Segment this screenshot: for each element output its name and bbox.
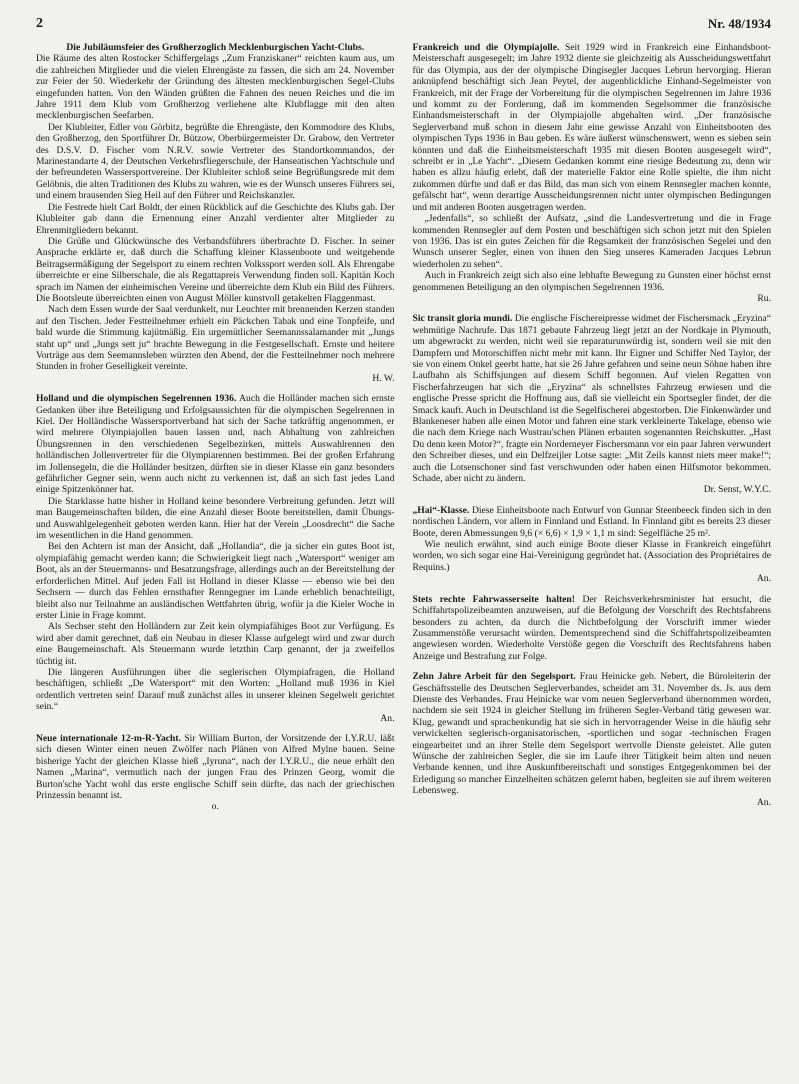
- article-paragraph: Die Räume des alten Rostocker Schiffergelags „Zum Franziskaner“ reichten kaum aus, um die zahlreichen Mitglieder und die vielen Ehrengäste zu fassen, die sich am 24. November zur Feier der 50. Wiederkehr der Gründung des ältesten mecklenburgischen Segel-Clubs eingefunden hatten. Von den Wänden grüßten die Fahnen des neuen Reiches und die im Jahre 1911 dem Klub vom Großherzog verliehene alte Klubflagge mit den alten mecklenburgischen Seefarben.: [36, 53, 395, 122]
- right-column: [413, 42, 772, 822]
- article-paragraph: Die Starklasse hatte bisher in Holland keine besondere Verbreitung gefunden. Jetzt will man Baugemeinschaften bilden, die eine Anzahl dieser Boote bereitstellen, damit Übungs- und Auswahlgelegenheit geboten werden kann. Hier hat der Verein „Loosdrecht“ die Sache im wesentlichen in die Hand genommen.: [36, 495, 395, 542]
- article-signature: Dr. Senst, W.Y.C.: [703, 484, 771, 496]
- article-zehn-jahre: [413, 671, 772, 808]
- article-paragraph: Auch in Frankreich zeigt sich also eine lebhafte Bewegung zu Gunsten einer höchst ernst genommenen Beteiligung an den olympischen Segelrennen 1936.: [412, 270, 771, 293]
- article-sic-transit: [413, 313, 772, 496]
- article-hai-klasse: [413, 505, 772, 585]
- page-number: 2: [36, 16, 43, 31]
- article-title: „Hai“-Klasse.: [412, 504, 470, 516]
- issue-number: Nr. 48/1934: [707, 16, 771, 31]
- article-paragraph: Sir William Burton, der Vorsitzende der I.Y.R.U. läßt sich diesen Winter einen neuen Zwölfer nach Plänen von Alfred Mylne bauen. Seine bisherige Yacht der gleichen Klasse hieß „Iyruna“, nach der I.Y.R.U., die neue erhält den Namen „Marina“, vermutlich nach der jungen Frau des Prinzen Georg, womit die Burton'sche Yacht wohl das erste englische Schiff sein dürfte, das nach der griechischen Prinzessin benannt ist.: [36, 732, 395, 801]
- article-paragraph: Bei den Achtern ist man der Ansicht, daß „Hollandia“, die ja sicher ein gutes Boot ist, olympiafähig gemacht werden kann; die Schwierigkeit liegt nach „Watersport“ weniger am Boot, als an der Steuermanns- und Besatzungsfrage, allerdings auch an der Bereitstellung der erforderlichen Mittel. Auf jeden Fall ist Holland in dieser Klasse — ebenso wie bei den Sechsern — durch das Fehlen ernsthafter Renngegner im Lande erheblich benachteiligt, bleibt also nur Teilnahme an ausländischen Wettfahrten übrig, wofür ja die Kieler Woche in erster Linie in Frage kommt.: [36, 541, 395, 621]
- article-paragraph: Frau Heinicke geb. Nebert, die Büroleiterin der Geschäftsstelle des Deutschen Seglerverbandes, scheidet am 31. November ds. Js. aus dem Dienste des Verbandes. Frau Heinicke war vom neuen Seglerverband übernommen worden, nachdem sie seit 1924 in gleicher Stellung im früheren Segler-Verband tätig gewesen war. Klug, gewandt und sprachenkundig hat sie sich in hervorragender Weise in die häufig sehr verwickelten seglerisch-organisatorischen, -sportlichen und sogar -technischen Fragen eingearbeitet und an ihrer Stelle dem Segelsport wertvolle Dienste geleistet. Alle guten Wünsche der zahlreichen Segler, die sie im Laufe ihrer Tätigkeit beim alten und neuen Verbande kennen, und ihre Auskunftbereitschaft und sonstiges Entgegenkommen bei der Erledigung so mancher Einzelheiten schätzen gelernt haben, begleiten sie auf ihrem weiteren Lebensweg.: [412, 671, 771, 797]
- page-header: [36, 10, 771, 32]
- article-paragraph: Der Klubleiter, Edler von Görbitz, begrüßte die Ehrengäste, den Kommodore des Klubs, den Großherzog, den Sportführer Dr. Bützow, Oberbürgermeister Dr. Grabow, den Vertreter des D.S.V. D. Fischer vom N.R.V. sowie Vertreter des Standortkommandos, der Marinestandarte 4, der Deutschen Verkehrsfliegerschule, der Hanseatischen Yachtschule und der befreundeten Wassersportvereine. Der Klubleiter schloß seine Begrüßungsrede mit dem Gelöbnis, die alten Traditionen des Klubs zu wahren, wie es der Wunsch unseres Führers sei, und einem brausenden Sieg Heil auf den Führer und Reichskanzler.: [36, 121, 395, 202]
- article-signature: H. W.: [372, 372, 395, 384]
- article-paragraph: Die Grüße und Glückwünsche des Verbandsführers überbrachte D. Fischer. In seiner Ansprache erklärte er, daß durch die Schaffung kleiner Klassenboote und weitgehende Beitragsermäßigung der Segelsport zu einem rechten Volkssport werden soll. Als Ehrengabe überreichte er eine Silberschale, die als Regattapreis Verwendung finden soll. Kapitän Koch sprach im Namen der einheimischen Vereine und überreichte dem Klub ein Bild des Führers. Die Bootsleute überreichten einen von August Möller kunstvoll getakelten Flaggenmast.: [36, 235, 395, 304]
- article-paragraph: Nach dem Essen wurde der Saal verdunkelt, nur Leuchter mit brennenden Kerzen standen auf den Tischen. Jeder Festteilnehmer erhielt ein Päckchen Tabak und eine Tonpfeife, und bald wurde die Stimmung kajütmäßig. Ein urgemütlicher Seemannssalamander mit „Jungs staht up“ und „Jungs sett ju“ brachte Bewegung in die Festgesellschaft. Ernste und heitere Vorträge aus dem Seemannsleben würzten den Abend, der die Festteilnehmer noch mehrere Stunden in froher Geselligkeit vereinte.: [36, 304, 395, 373]
- article-paragraph: Wie neulich erwähnt, sind auch einige Boote dieser Klasse in Frankreich eingeführt worden, wo sich sogar eine Hai-Vereinigung gegründet hat. (Association des Propriétaires de Requins.): [412, 539, 771, 573]
- article-title: Sic transit gloria mundi.: [412, 313, 513, 325]
- article-paragraph: Die englische Fischereipresse widmet der Fischersmack „Eryzina“ wehmütige Nachrufe. Das 1871 gebaute Fahrzeug liegt jetzt an der Nordkaje in Plymouth, um abgewrackt zu werden, nicht weil sie reparaturunwürdig ist, sondern weil sie mit den Dampfern und Motorschiffen nicht mehr mit kann. Ihr Eigner und Schiffer Ned Taylor, der sie von einem Onkel geerbt hatte, hat sie 26 Jahre gefahren und seine neun Söhne haben ihre Laufbahn als Schiffsjungen auf diesem Schiff begonnen. Auf vielen Regatten von Fischerfahrzeugen hat sich die „Eryzina“ als schnellstes Fahrzeug erwiesen und die englische Presse spricht die Hoffnung aus, daß sie vielleicht ein Sportsegler findet, der die Smack kauft. Auch in Deutschland ist die Segelfischerei abgestorben. Die Finkenwärder und Blankeneser haben alle einen Motor und fahren eine stark verkleinerte Takelage, ebenso wie die nach dem Kriege nach Wustrau'schen Plänen erbauten sogenannten Reichskutter. „Hast Du denn keen Motor?“, fragte ein Norderneyer Fischersmann vor ein paar Jahren verwundert den Schreiber dieses, und ein Delfzeijler Lotse sagte: „Mit Zeils kannst niets meer make!“; auch die Lotsenschoner sind fast verschwunden oder haben einen Hilfsmotor bekommen. Schade, aber nicht zu ändern.: [412, 313, 771, 485]
- article-title: Die Jubiläumsfeier des Großherzoglich Mecklenburgischen Yacht-Clubs.: [66, 42, 365, 53]
- left-column: [36, 42, 395, 822]
- article-signature: Ru.: [757, 292, 771, 304]
- article-holland-olympia: [36, 393, 395, 724]
- article-title: Frankreich und die Olympiajolle.: [412, 42, 560, 53]
- article-signature: An.: [756, 796, 771, 808]
- article-frankreich-olympiajolle: [413, 42, 772, 304]
- article-paragraph: Die längeren Ausführungen über die seglerischen Olympiafragen, die Holland beschäftigen, schließt „De Watersport“ mit den Worten: „Holland muß 1936 in Kiel ordentlich vertreten sein! Darauf muß zunächst alles in unserer kleinen Segelwelt gerichtet sein.“: [36, 666, 395, 713]
- article-paragraph: Diese Einheitsboote nach Entwurf von Gunnar Steenbeeck finden sich in den nordischen Ländern, vor allem in Finnland und Estland. In Finnland gibt es bereits 23 dieser Boote, deren Abmessungen 9,6 (× 6,6) × 1,9 × 1,1 m sind: Segelfläche 25 m².: [412, 504, 771, 539]
- article-title: Stets rechte Fahrwasserseite halten!: [412, 593, 575, 605]
- article-paragraph: Die Festrede hielt Carl Boldt, der einen Rückblick auf die Geschichte des Klubs gab. Der Klubleiter gab dann die Ernennung einer Anzahl verdienter alter Mitglieder zu Ehrenmitgliedern bekannt.: [36, 201, 395, 236]
- article-title: Holland und die olympischen Segelrennen 1936.: [36, 393, 237, 405]
- article-paragraph: Der Reichsverkehrsminister hat ersucht, die Schiffahrtspolizeibeamten anzuweisen, auf die Befolgung der Vorschrift des Rechtsfahrens besonders zu achten, da durch die Nichtbefolgung der Vorschrift immer wieder Zusammenstöße verursacht würden. Dementsprechend sind die Schiffahrtspolizeibeamten angewiesen worden. Wiederholte Verstöße gegen die Vorschrift des Rechtsfahrens haben Anzeige und Bestrafung zur Folge.: [412, 593, 771, 662]
- article-paragraph: Seit 1929 wird in Frankreich eine Einhandsboot-Meisterschaft ausgesegelt; im Jahre 1932 diente sie gleichzeitig als Ausscheidungswettfahrt für das Olympia, aus der der olympische Dingisegler Jacques Lebrun hervorging. Hieran anknüpfend beschäftigt sich Jean Peytel, der augenblickliche Einhand-Segelmeister von Frankreich, mit der Frage der Vorbereitung für die olympischen Segelrennen im Jahre 1936 und kommt zu der Forderung, daß im kommenden Segelsommer die französische Einhandsmeisterschaft in der Olympiajolle abgehalten wird. „Der französische Seglerverband muß schon in diesem Jahr eine gewisse Anzahl von Einheitsbooten des olympischen Typs 1936 in Bau geben. Es wäre äußerst wünschenswert, wenn es sieben sein könnten und daß die Einheitsmeisterschaft 1935 mit diesen Booten ausgesegelt wird“, schreibt er in „Le Yacht“. „Diesem Gedanken kommt eine riesige Bedeutung zu, denn wir haben es allzu häufig erlebt, daß der materielle Faktor eine Rolle spielte, die ihm nicht zukommen dürfte und daß er das Bild, das man sich von einem Rennsegler machen konnte, gefälscht hat“, wenn derartige Ausscheidungsrennen nicht unter olympischen Bedingungen und mit anderen Booten ausgetragen werden.: [412, 42, 772, 213]
- article-paragraph: Als Sechser steht den Holländern zur Zeit kein olympiafähiges Boot zur Verfügung. Es wird aber damit gerechnet, daß ein Neubau in dieser Klasse aufgelegt wird und zwar durch eine Baugemeinschaft. Als Steuermann wurde letzthin Carp genannt, der ja zweifellos tüchtig ist.: [36, 621, 395, 667]
- article-signature: An.: [380, 712, 395, 724]
- article-paragraph: Auch die Holländer machen sich ernste Gedanken über ihre Beteiligung und Erfolgsaussichten für die olympischen Segelrennen in Kiel. Der Holländische Wassersportverband hat sich der Sache tatkräftig angenommen, er wird mehrere Olympiajollen bauen lassen und, nach Abhaltung von zahlreichen Übungsrennen in den verschiedenen Segelbezirken, mittels Auswahlrennen den holländischen Jollenvertreter für die Olympiarennen bestimmen. Bei der großen Erfahrung im Jollensegeln, die die Holländer besitzen, dürften sie in dieser Klasse ein ganz besonders gefährlicher Gegner sein, wenn auch nicht zu verkennen ist, daß an sich fast jedes Land einige Spitzenkönner hat.: [36, 393, 395, 496]
- article-jubilaeumsfeier: [36, 42, 395, 384]
- article-paragraph: „Jedenfalls“, so schließt der Aufsatz, „sind die Landesvertretung und die in Frage kommenden Rennsegler auf dem Posten und beschäftigen sich schon jetzt mit den Spielen von 1936. Das ist ein gutes Zeichen für die Regsamkeit der französischen Segelei und den Wunsch unserer Segler, einen von ihnen den Sieg unseres Kameraden Jacques Lebrun wiederholen zu sehen“.: [412, 213, 771, 270]
- article-12m-yacht: [36, 733, 395, 813]
- article-title: Zehn Jahre Arbeit für den Segelsport.: [412, 671, 576, 683]
- article-fahrwasserseite: [413, 594, 772, 662]
- article-signature: o.: [211, 801, 219, 813]
- article-signature: An.: [756, 573, 771, 585]
- article-title: Neue internationale 12-m-R-Yacht.: [36, 732, 181, 744]
